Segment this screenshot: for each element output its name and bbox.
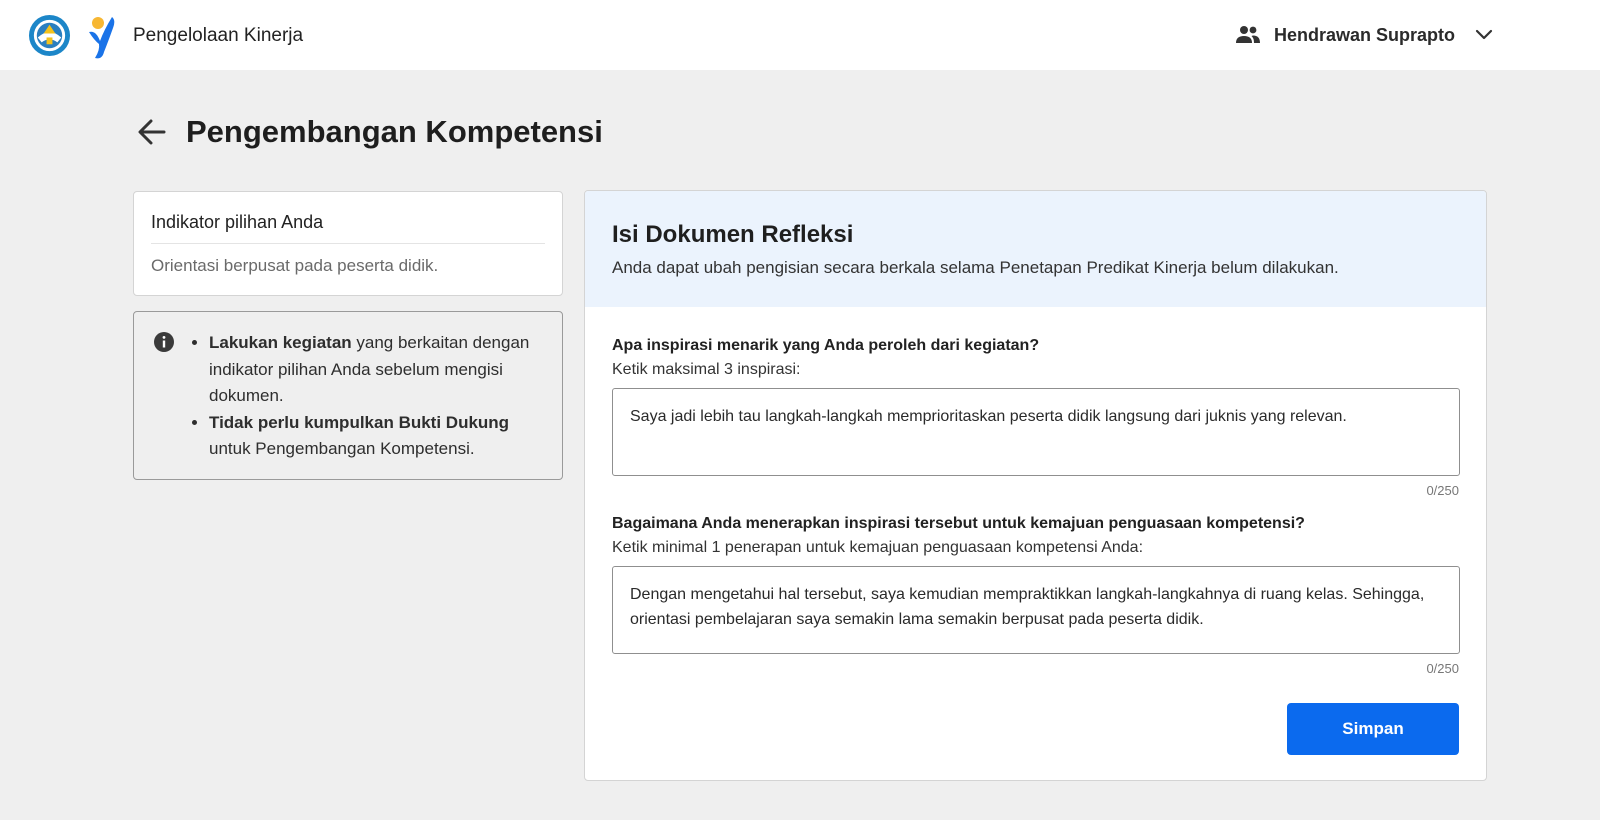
info-item	[209, 330, 549, 410]
refleksi-form	[584, 190, 1487, 781]
form-subtitle: Anda dapat ubah pengisian secara berkala selama Penetapan Predikat Kinerja belum dilakukan.	[612, 258, 1339, 277]
form-title: Isi Dokumen Refleksi	[612, 221, 854, 248]
info-item-text: yang berkaitan dengan indikator pilihan Anda sebelum mengisi dokumen.	[209, 333, 530, 405]
inspirasi-textarea[interactable]: Saya jadi lebih tau langkah-langkah memprioritaskan peserta didik langsung dari juknis yang relevan.	[612, 388, 1460, 476]
people-icon	[1236, 25, 1260, 45]
info-item-text: untuk Pengembangan Kompetensi.	[209, 439, 475, 458]
question-2-label: Bagaimana Anda menerapkan inspirasi tersebut untuk kemajuan penguasaan kompetensi?	[612, 515, 1305, 532]
indikator-title: Indikator pilihan Anda	[151, 212, 324, 232]
kemdikbud-logo-icon[interactable]	[28, 14, 71, 57]
question-2-hint: Ketik minimal 1 penerapan untuk kemajuan penguasaan kompetensi Anda:	[612, 539, 1144, 556]
user-name: Hendrawan Suprapto	[1274, 24, 1456, 45]
indikator-value: Orientasi berpusat pada peserta didik.	[151, 256, 439, 275]
info-list	[209, 330, 549, 463]
user-menu[interactable]	[1236, 20, 1493, 50]
info-item	[209, 410, 549, 463]
chevron-down-icon[interactable]	[1475, 29, 1493, 41]
form-header	[585, 191, 1486, 307]
char-counter-1: 0/250	[1426, 483, 1459, 498]
penerapan-textarea[interactable]: Dengan mengetahui hal tersebut, saya kemudian mempraktikkan langkah-langkahnya di ruang kelas. Sehingga, orientasi pembelajaran saya semakin lama semakin berpusat pada peserta didik.	[612, 566, 1460, 654]
char-counter-2: 0/250	[1426, 661, 1459, 676]
info-icon	[154, 332, 174, 352]
indikator-card	[133, 191, 563, 296]
page-header	[136, 110, 603, 154]
app-name: Pengelolaan Kinerja	[133, 25, 304, 46]
save-button[interactable]: Simpan	[1287, 703, 1459, 755]
divider	[151, 243, 545, 244]
info-item-bold: Lakukan kegiatan	[209, 333, 352, 352]
top-bar	[0, 0, 1600, 70]
question-1-hint: Ketik maksimal 3 inspirasi:	[612, 361, 801, 378]
page-title: Pengembangan Kompetensi	[186, 114, 603, 149]
info-item-bold: Tidak perlu kumpulkan Bukti Dukung	[209, 412, 510, 432]
app-logo-icon[interactable]	[86, 14, 118, 60]
question-1-label: Apa inspirasi menarik yang Anda peroleh dari kegiatan?	[612, 337, 1040, 354]
info-card	[133, 311, 563, 480]
back-arrow-icon[interactable]	[136, 116, 168, 148]
